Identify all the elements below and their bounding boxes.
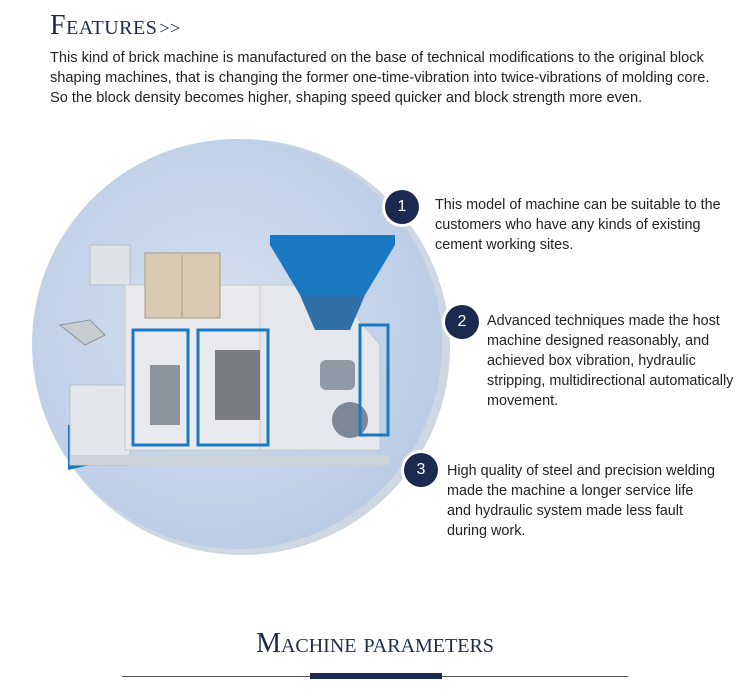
features-heading [50,10,181,42]
point-2-badge: 2 [445,305,479,339]
features-arrows: >> [159,18,181,38]
parameters-heading: Machine parameters [256,628,494,659]
point-3-badge: 3 [404,453,438,487]
point-1-text: This model of machine can be suitable to the customers who have any kinds of existing cement working sites. [435,197,721,253]
features-intro: This kind of brick machine is manufactured on the base of technical modifications to the original block shaping machines, that is changing the former one-time-vibration into twice-vibrations of molding core. So the block density becomes higher, shaping speed quicker and block strength more even. [50,50,710,106]
point-3-text: High quality of steel and precision welding made the machine a longer service life and hydraulic system made less fault during work. [447,463,715,539]
point-2-text: Advanced techniques made the host machine designed reasonably, and achieved box vibration, hydraulic stripping, multidirectional automatically movement. [487,313,734,409]
parameters-accent-bar [310,673,442,679]
point-1-badge: 1 [385,190,419,224]
features-title: Features [50,10,158,41]
